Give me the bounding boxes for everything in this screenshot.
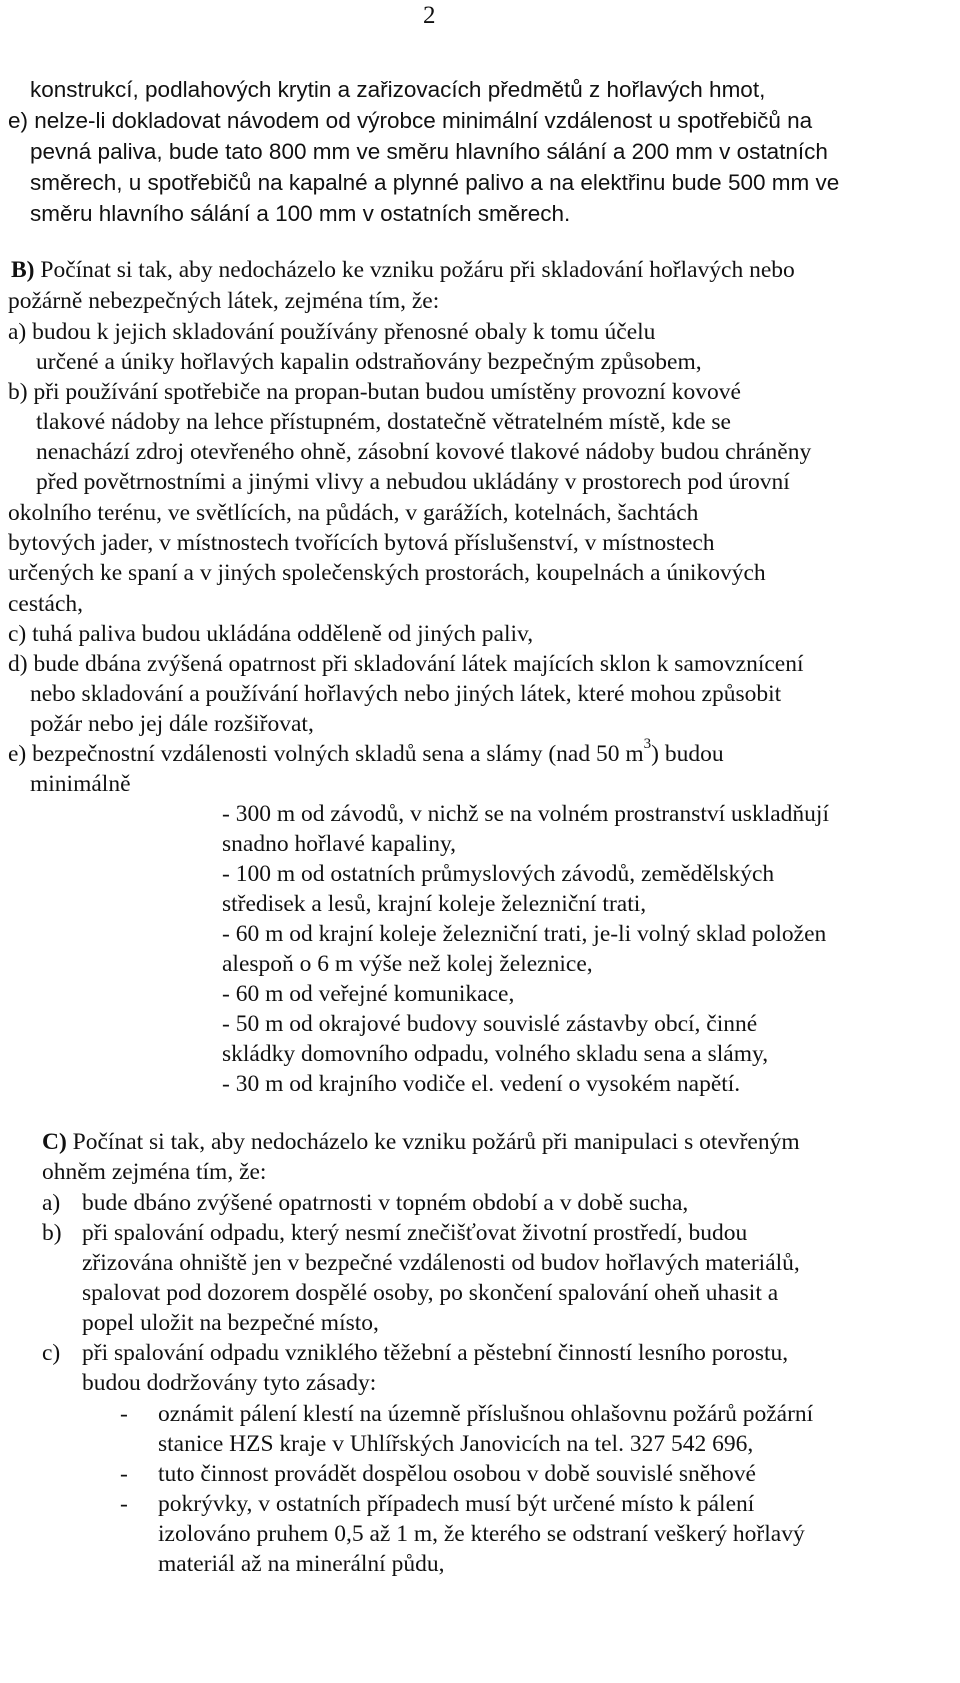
item-a-line: bude dbáno zvýšené opatrnosti v topném období a v době sucha, — [82, 1190, 689, 1216]
item-b-line: spalovat pod dozorem dospělé osoby, po skončení spalování oheň uhasit a — [82, 1280, 779, 1306]
distance-line: - 60 m od krajní koleje železniční trati, je-li volný sklad položen — [222, 921, 827, 947]
section-b-heading-text: Počínat si tak, aby nedocházelo ke vzniku požáru při skladování hořlavých nebo — [34, 257, 795, 283]
rule-line: tuto činnost provádět dospělou osobou v době souvislé sněhové — [158, 1461, 756, 1487]
section-b-line: tlakové nádoby na lehce přístupném, dostatečně větratelném místě, kde se — [36, 409, 731, 435]
section-b-line: požárně nebezpečných látek, zejména tím, že: — [8, 288, 440, 314]
distance-line: středisek a lesů, krajní koleje železniční trati, — [222, 891, 647, 917]
section-b-item-e — [8, 736, 724, 767]
page-number: 2 — [423, 2, 436, 29]
section-b-line: cestách, — [8, 591, 84, 617]
rule-line: oznámit pálení klestí na územně příslušnou ohlašovnu požárů požární — [158, 1401, 814, 1427]
intro-line-1: konstrukcí, podlahových krytin a zařizovacích předmětů z hořlavých hmot, — [30, 77, 766, 102]
section-b-line: b) při používání spotřebiče na propan-butan budou umístěny provozní kovové — [8, 379, 741, 405]
item-marker-a: a) — [42, 1190, 61, 1216]
section-b-heading — [11, 259, 795, 283]
item-b-line: popel uložit na bezpečné místo, — [82, 1310, 379, 1336]
item-b-line: zřizována ohniště jen v bezpečné vzdálenosti od budov hořlavých materiálů, — [82, 1250, 800, 1276]
item-b-line: při spalování odpadu, který nesmí znečišťovat životní prostředí, budou — [82, 1220, 748, 1246]
rule-dash: - — [120, 1491, 128, 1517]
rule-dash: - — [120, 1401, 128, 1427]
section-c-line: ohněm zejména tím, že: — [42, 1159, 267, 1185]
section-b-line: nenachází zdroj otevřeného ohně, zásobní kovové tlakové nádoby budou chráněny — [36, 439, 812, 465]
distance-line: - 30 m od krajního vodiče el. vedení o vysokém napětí. — [222, 1071, 741, 1097]
item-c-line: při spalování odpadu vzniklého těžební a pěstební činností lesního porostu, — [82, 1340, 789, 1366]
section-b-line: bytových jader, v místnostech tvořících bytová příslušenství, v místnostech — [8, 530, 715, 556]
item-e-text-end: ) budou — [651, 741, 724, 767]
rule-line: pokrývky, v ostatních případech musí být určené místo k pálení — [158, 1491, 755, 1517]
rule-line: stanice HZS kraje v Uhlířských Janovicích na tel. 327 542 696, — [158, 1431, 754, 1457]
section-b-line: okolního terénu, ve světlících, na půdách, v garážích, kotelnách, šachtách — [8, 500, 699, 526]
rule-dash: - — [120, 1461, 128, 1487]
section-b-line: d) bude dbána zvýšená opatrnost při skladování látek majících sklon k samovznícení — [8, 651, 804, 677]
intro-line-3: pevná paliva, bude tato 800 mm ve směru hlavního sálání a 200 mm v ostatních — [30, 139, 828, 164]
section-b-line: určené a úniky hořlavých kapalin odstraňovány bezpečným způsobem, — [36, 349, 702, 375]
intro-line-5: směru hlavního sálání a 100 mm v ostatních směrech. — [30, 201, 571, 226]
item-c-line: budou dodržovány tyto zásady: — [82, 1370, 377, 1396]
distance-line: - 300 m od závodů, v nichž se na volném prostranství uskladňují — [222, 801, 829, 827]
section-b-line: c) tuhá paliva budou ukládána odděleně od jiných paliv, — [8, 621, 534, 647]
distance-line: snadno hořlavé kapaliny, — [222, 831, 457, 857]
intro-line-4: směrech, u spotřebičů na kapalné a plynné palivo a na elektřinu bude 500 mm ve — [30, 170, 840, 195]
section-b-line: nebo skladování a používání hořlavých nebo jiných látek, které mohou způsobit — [30, 681, 782, 707]
section-c-heading-text: Počínat si tak, aby nedocházelo ke vzniku požárů při manipulaci s otevřeným — [66, 1129, 800, 1155]
rule-line: izolováno pruhem 0,5 až 1 m, že kterého se odstraní veškerý hořlavý — [158, 1521, 805, 1547]
section-b-line: určených ke spaní a v jiných společenských prostorách, koupelnách a únikových — [8, 560, 766, 586]
distance-line: - 50 m od okrajové budovy souvislé zástavby obcí, činné — [222, 1011, 758, 1037]
section-c-marker: C) — [42, 1129, 67, 1155]
item-marker-c: c) — [42, 1340, 61, 1366]
superscript: 3 — [643, 736, 652, 752]
item-e-text: e) bezpečnostní vzdálenosti volných skladů sena a slámy (nad 50 m — [8, 741, 644, 767]
rule-line: materiál až na minerální půdu, — [158, 1551, 445, 1577]
section-c-heading — [42, 1131, 800, 1155]
item-marker-b: b) — [42, 1220, 62, 1246]
distance-line: - 60 m od veřejné komunikace, — [222, 981, 515, 1007]
distance-line: alespoň o 6 m výše než kolej železnice, — [222, 951, 593, 977]
section-b-line: požár nebo jej dále rozšiřovat, — [30, 711, 314, 737]
distance-line: skládky domovního odpadu, volného skladu sena a slámy, — [222, 1041, 769, 1067]
section-b-item-e-cont: minimálně — [30, 771, 131, 797]
section-b-marker: B) — [11, 257, 35, 283]
distance-line: - 100 m od ostatních průmyslových závodů, zemědělských — [222, 861, 775, 887]
intro-line-2: e) nelze-li dokladovat návodem od výrobce minimální vzdálenost u spotřebičů na — [8, 108, 813, 133]
section-b-line: a) budou k jejich skladování používány přenosné obaly k tomu účelu — [8, 319, 656, 345]
section-b-line: před povětrnostními a jinými vlivy a nebudou ukládány v prostorech pod úrovní — [36, 469, 790, 495]
